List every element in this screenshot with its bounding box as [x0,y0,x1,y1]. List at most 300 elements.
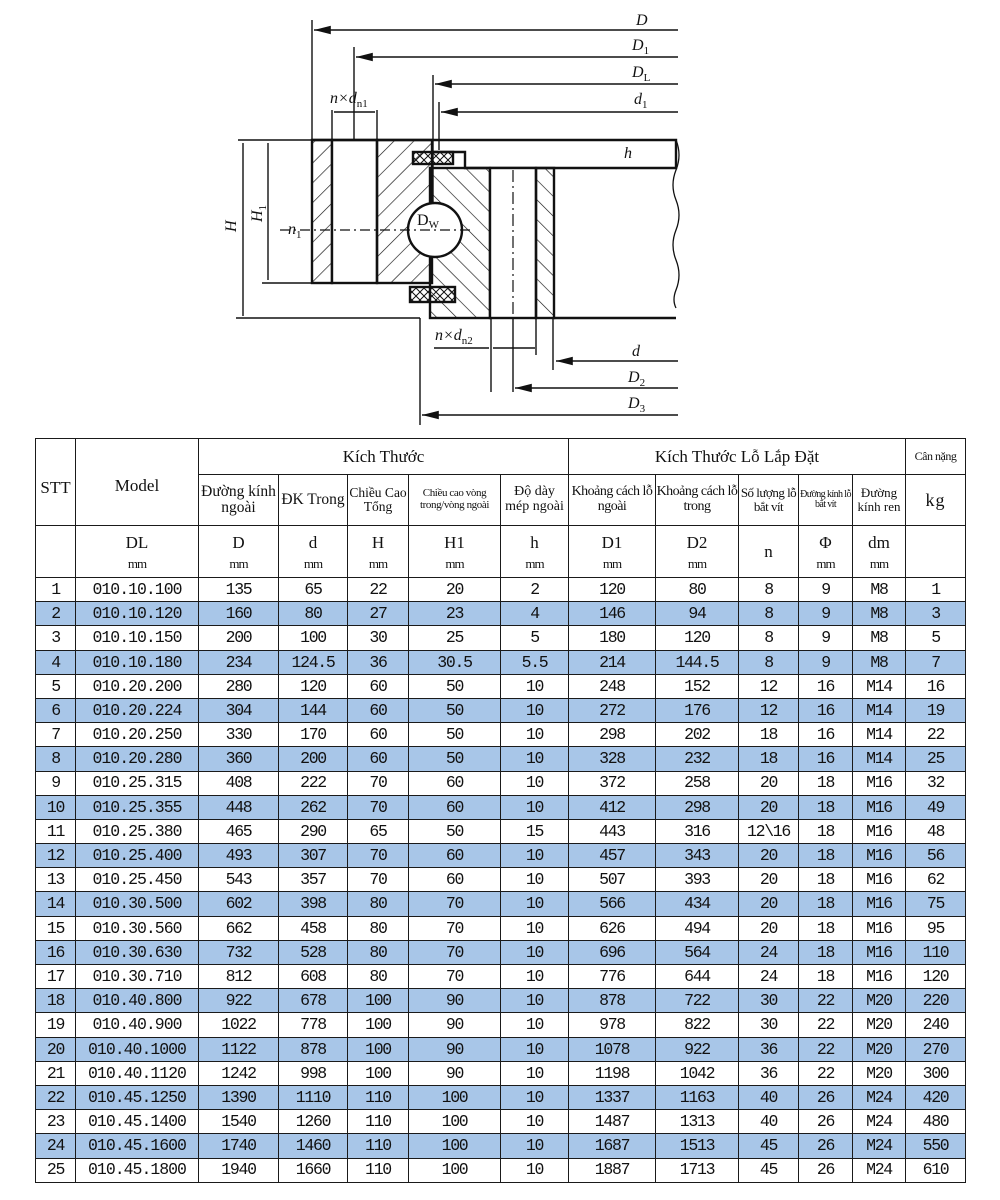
cell-bolt-hole-count: 8 [739,602,799,626]
cell-outer-diameter: 200 [199,626,279,650]
cell-thread-diameter: M14 [853,674,906,698]
symbol-text: D2 [686,532,708,552]
cell-bolt-hole-diameter: 18 [799,819,853,843]
cell-model: 010.25.450 [76,868,199,892]
cell-bolt-hole-count: 30 [739,989,799,1013]
bearing-cross-section-drawing [0,0,1000,430]
slewing-bearing-spec-table [35,438,966,1183]
cell-inner-hole-pitch: 316 [656,819,739,843]
cell-bolt-hole-count: 20 [739,892,799,916]
cell-weight: 7 [906,650,966,674]
cell-thread-diameter: M24 [853,1134,906,1158]
cell-bolt-hole-diameter: 18 [799,868,853,892]
cell-bolt-hole-diameter: 26 [799,1134,853,1158]
cell-model: 010.10.120 [76,602,199,626]
cell-bolt-hole-count: 45 [739,1134,799,1158]
table-row [36,771,966,795]
cell-outer-diameter: 812 [199,965,279,989]
cell-flange-thickness: 10 [501,1085,569,1109]
header-weight-unit: kg [906,475,966,526]
cell-bolt-hole-count: 8 [739,578,799,602]
cell-stt: 24 [36,1134,76,1158]
cell-inner-diameter: 262 [279,795,348,819]
cell-model: 010.10.100 [76,578,199,602]
cell-inner-diameter: 998 [279,1061,348,1085]
unit-text: mm [816,555,835,571]
cell-weight: 62 [906,868,966,892]
cell-flange-thickness: 10 [501,723,569,747]
cell-thread-diameter: M24 [853,1158,906,1182]
cell-stt: 21 [36,1061,76,1085]
table-row [36,892,966,916]
cell-total-height: 100 [348,1013,409,1037]
cell-inner-hole-pitch: 644 [656,965,739,989]
bearing-rings [312,140,676,318]
cell-bolt-hole-count: 12 [739,674,799,698]
cell-ring-height: 50 [409,723,501,747]
cell-inner-hole-pitch: 564 [656,940,739,964]
cell-outer-hole-pitch: 1487 [569,1110,656,1134]
svg-text:D2 [627,369,645,389]
cell-flange-thickness: 10 [501,916,569,940]
table-row [36,1085,966,1109]
cell-stt: 7 [36,723,76,747]
cell-bolt-hole-diameter: 26 [799,1085,853,1109]
cell-model: 010.45.1400 [76,1110,199,1134]
cell-inner-diameter: 1460 [279,1134,348,1158]
cell-outer-hole-pitch: 626 [569,916,656,940]
label-D2-sub: 2 [639,377,646,389]
cell-stt: 25 [36,1158,76,1182]
cell-thread-diameter: M16 [853,940,906,964]
cell-model: 010.40.900 [76,1013,199,1037]
cell-weight: 16 [906,674,966,698]
symbol-D [199,526,279,578]
label-n-dn1-sub: n1 [356,98,368,110]
cell-flange-thickness: 10 [501,674,569,698]
cell-inner-hole-pitch: 1163 [656,1085,739,1109]
cell-total-height: 110 [348,1110,409,1134]
symbol-text: H1 [444,532,465,552]
cell-inner-diameter: 878 [279,1037,348,1061]
cell-model: 010.20.200 [76,674,199,698]
table-row [36,868,966,892]
cell-outer-diameter: 732 [199,940,279,964]
unit-text: mm [445,555,464,571]
cell-weight: 550 [906,1134,966,1158]
cell-bolt-hole-diameter: 18 [799,892,853,916]
cell-bolt-hole-count: 24 [739,940,799,964]
cell-weight: 120 [906,965,966,989]
header-model: Model [76,439,199,526]
cell-bolt-hole-count: 30 [739,1013,799,1037]
cell-ring-height: 90 [409,1013,501,1037]
cell-thread-diameter: M20 [853,989,906,1013]
header-inner-diameter: ĐK Trong [279,475,348,526]
cell-bolt-hole-diameter: 16 [799,723,853,747]
cell-ring-height: 100 [409,1158,501,1182]
cell-flange-thickness: 10 [501,892,569,916]
cell-outer-diameter: 330 [199,723,279,747]
cell-thread-diameter: M16 [853,771,906,795]
symbol-D2 [656,526,739,578]
cell-outer-hole-pitch: 1337 [569,1085,656,1109]
cell-ring-height: 30.5 [409,650,501,674]
cell-total-height: 100 [348,989,409,1013]
cell-inner-diameter: 357 [279,868,348,892]
cell-flange-thickness: 10 [501,1013,569,1037]
cell-outer-diameter: 448 [199,795,279,819]
cell-stt: 1 [36,578,76,602]
cell-stt: 18 [36,989,76,1013]
symbol-model [76,526,199,578]
symbol-D1 [569,526,656,578]
cell-outer-diameter: 493 [199,844,279,868]
cell-inner-diameter: 170 [279,723,348,747]
cell-outer-diameter: 304 [199,698,279,722]
cell-inner-diameter: 124.5 [279,650,348,674]
cell-flange-thickness: 5.5 [501,650,569,674]
cell-flange-thickness: 10 [501,747,569,771]
cell-inner-hole-pitch: 1513 [656,1134,739,1158]
cell-inner-hole-pitch: 1713 [656,1158,739,1182]
cell-outer-diameter: 602 [199,892,279,916]
symbol-h [501,526,569,578]
cell-ring-height: 70 [409,965,501,989]
symbol-n: n [739,526,799,578]
cell-weight: 420 [906,1085,966,1109]
cell-total-height: 70 [348,771,409,795]
cell-flange-thickness: 10 [501,698,569,722]
cell-stt: 15 [36,916,76,940]
cell-bolt-hole-diameter: 18 [799,916,853,940]
symbol-text: D [232,532,245,552]
cell-total-height: 80 [348,965,409,989]
label-d1-sub: 1 [642,99,648,111]
cell-thread-diameter: M14 [853,747,906,771]
cell-thread-diameter: M16 [853,844,906,868]
cell-weight: 300 [906,1061,966,1085]
cell-flange-thickness: 15 [501,819,569,843]
cell-outer-hole-pitch: 272 [569,698,656,722]
header-group-mount: Kích Thước Lỗ Lắp Đặt [569,439,906,475]
cell-stt: 14 [36,892,76,916]
cell-inner-hole-pitch: 298 [656,795,739,819]
cell-inner-diameter: 778 [279,1013,348,1037]
cell-outer-hole-pitch: 146 [569,602,656,626]
cell-inner-hole-pitch: 343 [656,844,739,868]
header-thread-diameter: Đường kính ren [853,475,906,526]
table-row [36,1061,966,1085]
cell-bolt-hole-count: 18 [739,723,799,747]
cell-outer-hole-pitch: 412 [569,795,656,819]
cell-model: 010.30.630 [76,940,199,964]
cell-ring-height: 70 [409,916,501,940]
symbol-H1 [409,526,501,578]
cell-bolt-hole-count: 8 [739,626,799,650]
cell-total-height: 70 [348,844,409,868]
cell-flange-thickness: 10 [501,965,569,989]
cell-flange-thickness: 10 [501,795,569,819]
cell-weight: 22 [906,723,966,747]
cell-outer-hole-pitch: 214 [569,650,656,674]
unit-text: mm [368,555,388,571]
cell-inner-hole-pitch: 232 [656,747,739,771]
cell-bolt-hole-diameter: 22 [799,1037,853,1061]
cell-bolt-hole-diameter: 16 [799,747,853,771]
cell-total-height: 22 [348,578,409,602]
cell-thread-diameter: M8 [853,650,906,674]
cell-outer-diameter: 1390 [199,1085,279,1109]
table-row [36,747,966,771]
cell-bolt-hole-diameter: 9 [799,626,853,650]
symbol-H [348,526,409,578]
cell-total-height: 60 [348,698,409,722]
cell-inner-diameter: 1660 [279,1158,348,1182]
cell-inner-hole-pitch: 144.5 [656,650,739,674]
cell-bolt-hole-count: 20 [739,795,799,819]
header-group-weight: Cân nặng [906,439,966,475]
cell-weight: 49 [906,795,966,819]
cell-ring-height: 60 [409,844,501,868]
table-row [36,1134,966,1158]
cell-thread-diameter: M14 [853,723,906,747]
cell-thread-diameter: M16 [853,819,906,843]
cell-inner-hole-pitch: 922 [656,1037,739,1061]
cell-ring-height: 100 [409,1134,501,1158]
cell-outer-hole-pitch: 457 [569,844,656,868]
cell-inner-diameter: 100 [279,626,348,650]
cell-thread-diameter: M16 [853,916,906,940]
cell-outer-hole-pitch: 776 [569,965,656,989]
header-total-height: Chiều Cao Tổng [348,475,409,526]
cell-total-height: 30 [348,626,409,650]
cell-bolt-hole-count: 12\16 [739,819,799,843]
cell-bolt-hole-diameter: 18 [799,940,853,964]
label-Dw: D [417,212,429,229]
unit-text: mm [869,555,889,571]
cell-bolt-hole-count: 18 [739,747,799,771]
label-D1: D [632,37,644,54]
cell-inner-hole-pitch: 258 [656,771,739,795]
cell-bolt-hole-diameter: 16 [799,698,853,722]
header-flange-thickness: Độ dày mép ngoài [501,475,569,526]
cell-stt: 23 [36,1110,76,1134]
cell-ring-height: 60 [409,868,501,892]
label-h: h [624,145,632,162]
cell-flange-thickness: 10 [501,1134,569,1158]
cell-inner-diameter: 1260 [279,1110,348,1134]
table-row [36,1158,966,1182]
cell-flange-thickness: 10 [501,1037,569,1061]
cell-thread-diameter: M16 [853,892,906,916]
cell-inner-diameter: 290 [279,819,348,843]
svg-text:D3 [627,395,646,415]
cell-outer-hole-pitch: 248 [569,674,656,698]
table-row [36,844,966,868]
header-inner-hole-pitch: Khoảng cách lỗ trong [656,475,739,526]
table-row [36,1013,966,1037]
unit-text: mm [602,555,622,571]
cell-outer-hole-pitch: 507 [569,868,656,892]
cell-ring-height: 90 [409,989,501,1013]
cell-inner-hole-pitch: 152 [656,674,739,698]
cell-bolt-hole-count: 20 [739,771,799,795]
cell-bolt-hole-count: 24 [739,965,799,989]
cell-weight: 25 [906,747,966,771]
table-row [36,795,966,819]
cell-inner-diameter: 1110 [279,1085,348,1109]
cell-model: 010.25.315 [76,771,199,795]
unit-text: mm [303,555,323,571]
svg-text:d1 [634,91,648,111]
cell-ring-height: 60 [409,795,501,819]
cell-stt: 17 [36,965,76,989]
cell-outer-diameter: 160 [199,602,279,626]
symbol-stt-empty [36,526,76,578]
symbol-text: Φ [819,532,832,552]
cell-ring-height: 20 [409,578,501,602]
cell-outer-diameter: 280 [199,674,279,698]
label-D: D [636,12,648,29]
header-outer-diameter: Đường kính ngoài [199,475,279,526]
cell-weight: 19 [906,698,966,722]
cell-outer-diameter: 1022 [199,1013,279,1037]
unit-text: mm [229,555,248,571]
cell-outer-hole-pitch: 1887 [569,1158,656,1182]
cell-outer-diameter: 1740 [199,1134,279,1158]
cell-weight: 480 [906,1110,966,1134]
table-row [36,698,966,722]
cell-ring-height: 25 [409,626,501,650]
cell-stt: 16 [36,940,76,964]
cell-stt: 8 [36,747,76,771]
cell-total-height: 100 [348,1037,409,1061]
svg-text:D1 [631,37,649,57]
cell-outer-hole-pitch: 180 [569,626,656,650]
cell-outer-diameter: 1122 [199,1037,279,1061]
cell-thread-diameter: M20 [853,1013,906,1037]
symbol-phi [799,526,853,578]
table-body [36,578,966,1183]
cell-weight: 95 [906,916,966,940]
cell-outer-hole-pitch: 878 [569,989,656,1013]
svg-text:n×dn1 [330,90,368,110]
symbol-d [279,526,348,578]
cell-stt: 10 [36,795,76,819]
cell-flange-thickness: 10 [501,1158,569,1182]
label-H1-sub: 1 [257,204,269,211]
cell-ring-height: 50 [409,819,501,843]
cell-outer-diameter: 234 [199,650,279,674]
table-row [36,989,966,1013]
cell-ring-height: 70 [409,940,501,964]
cell-total-height: 80 [348,892,409,916]
cell-model: 010.20.280 [76,747,199,771]
cell-bolt-hole-count: 20 [739,916,799,940]
label-D3: D [628,395,640,412]
cell-outer-hole-pitch: 566 [569,892,656,916]
cell-weight: 75 [906,892,966,916]
cell-stt: 11 [36,819,76,843]
svg-text:n1 [288,221,302,241]
cell-ring-height: 50 [409,698,501,722]
cell-inner-diameter: 144 [279,698,348,722]
cell-ring-height: 60 [409,771,501,795]
cell-bolt-hole-diameter: 18 [799,771,853,795]
unit-text: mm [687,555,707,571]
cell-ring-height: 70 [409,892,501,916]
cell-ring-height: 50 [409,674,501,698]
cell-weight: 56 [906,844,966,868]
cell-flange-thickness: 2 [501,578,569,602]
cell-weight: 220 [906,989,966,1013]
cell-inner-diameter: 120 [279,674,348,698]
symbol-text: D1 [601,532,623,552]
cell-inner-diameter: 307 [279,844,348,868]
cell-total-height: 70 [348,868,409,892]
cell-bolt-hole-count: 36 [739,1061,799,1085]
cell-thread-diameter: M24 [853,1110,906,1134]
cell-bolt-hole-diameter: 9 [799,578,853,602]
cell-ring-height: 100 [409,1085,501,1109]
cell-outer-diameter: 408 [199,771,279,795]
table-row [36,1110,966,1134]
label-D1-sub: 1 [643,45,650,57]
cell-inner-hole-pitch: 393 [656,868,739,892]
label-H: H [223,220,240,232]
cell-bolt-hole-count: 12 [739,698,799,722]
cell-stt: 9 [36,771,76,795]
cell-thread-diameter: M14 [853,698,906,722]
symbol-text: d [308,532,318,552]
label-n1: n [288,221,296,238]
cell-total-height: 80 [348,940,409,964]
cell-total-height: 70 [348,795,409,819]
symbol-text: dm [868,532,890,552]
cell-model: 010.40.1000 [76,1037,199,1061]
cell-weight: 3 [906,602,966,626]
cell-model: 010.40.1120 [76,1061,199,1085]
cell-stt: 3 [36,626,76,650]
cell-bolt-hole-count: 20 [739,868,799,892]
cell-flange-thickness: 10 [501,771,569,795]
cell-total-height: 60 [348,674,409,698]
cell-model: 010.30.560 [76,916,199,940]
cell-thread-diameter: M8 [853,602,906,626]
cell-inner-hole-pitch: 94 [656,602,739,626]
symbol-text: H [371,532,385,552]
cell-stt: 5 [36,674,76,698]
cell-bolt-hole-diameter: 18 [799,795,853,819]
label-D3-sub: 3 [639,403,646,415]
unit-text: mm [525,555,544,571]
cell-outer-hole-pitch: 328 [569,747,656,771]
cell-inner-diameter: 65 [279,578,348,602]
cell-bolt-hole-diameter: 9 [799,650,853,674]
cell-total-height: 110 [348,1158,409,1182]
cell-bolt-hole-count: 36 [739,1037,799,1061]
cell-total-height: 36 [348,650,409,674]
cell-model: 010.30.500 [76,892,199,916]
cell-thread-diameter: M16 [853,868,906,892]
cell-total-height: 65 [348,819,409,843]
table-row [36,723,966,747]
svg-text:H1 [249,205,269,223]
cell-thread-diameter: M16 [853,795,906,819]
cell-inner-hole-pitch: 120 [656,626,739,650]
header-group-size: Kích Thước [199,439,569,475]
